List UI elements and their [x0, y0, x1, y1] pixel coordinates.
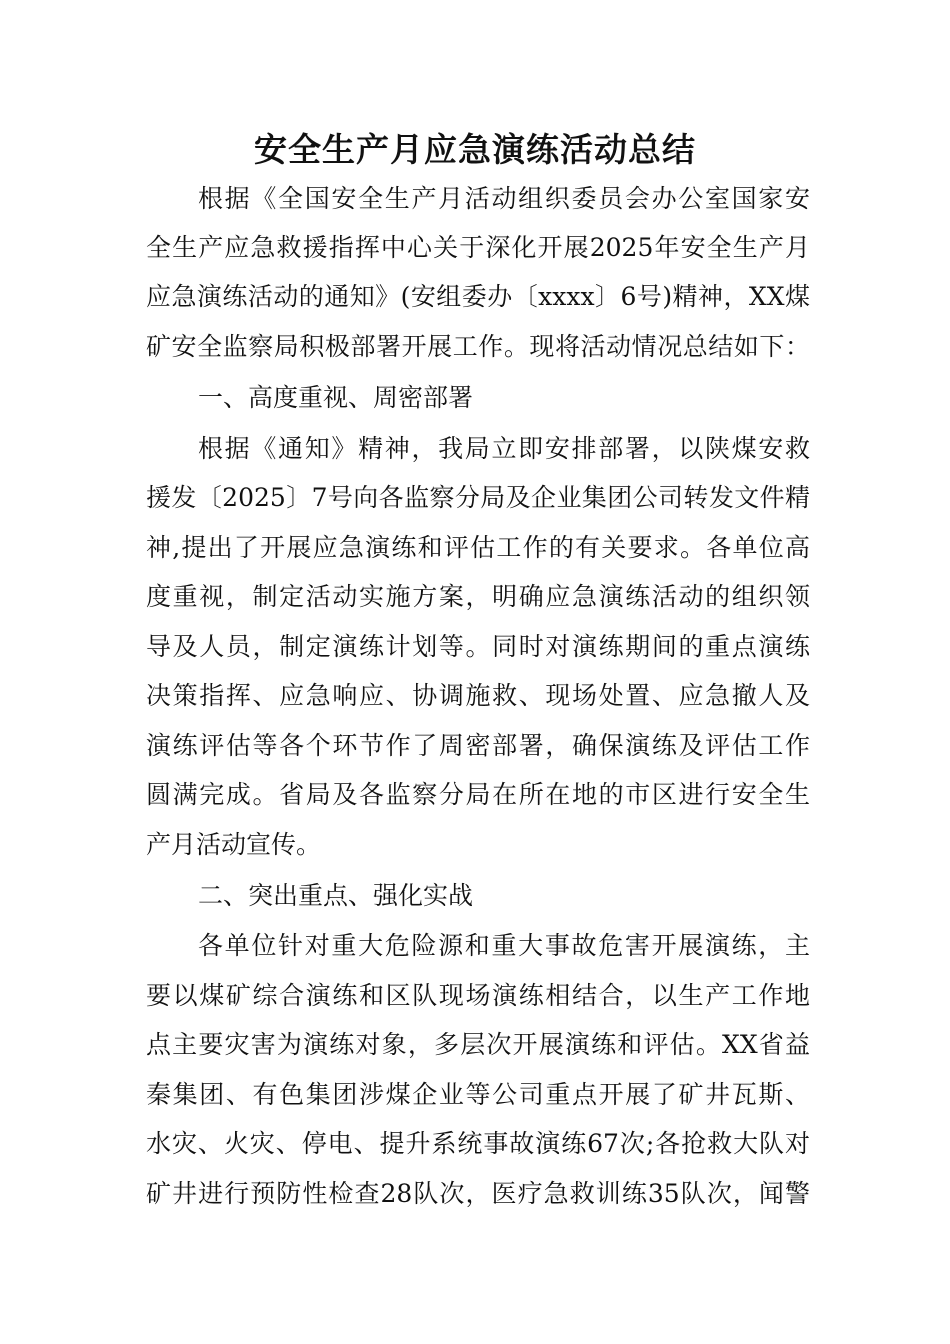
paragraph-line: 水灾、火灾、停电、提升系统事故演练67次;各抢救大队对	[146, 1129, 810, 1158]
paragraph-line: 全生产应急救援指挥中心关于深化开展2025年安全生产月	[146, 233, 810, 262]
paragraph-line: 演练评估等各个环节作了周密部署，确保演练及评估工作	[146, 731, 810, 760]
paragraph-line: 导及人员，制定演练计划等。同时对演练期间的重点演练	[146, 632, 810, 661]
paragraph-line: 度重视，制定活动实施方案，明确应急演练活动的组织领	[146, 582, 810, 611]
paragraph-line: 根据《通知》精神，我局立即安排部署，以陕煤安救	[198, 434, 810, 463]
paragraph-line: 神,提出了开展应急演练和评估工作的有关要求。各单位高	[146, 533, 810, 562]
document-title: 安全生产月应急演练活动总结	[254, 130, 696, 169]
paragraph-line: 决策指挥、应急响应、协调施救、现场处置、应急撤人及	[146, 681, 810, 710]
paragraph-line: 根据《全国安全生产月活动组织委员会办公室国家安	[198, 184, 810, 213]
paragraph-line: 援发〔2025〕7号向各监察分局及企业集团公司转发文件精	[146, 483, 810, 512]
paragraph-line: 秦集团、有色集团涉煤企业等公司重点开展了矿井瓦斯、	[146, 1080, 810, 1109]
section-heading: 一、高度重视、周密部署	[198, 383, 474, 412]
paragraph-line: 各单位针对重大危险源和重大事故危害开展演练，主	[198, 931, 810, 960]
paragraph-line: 矿安全监察局积极部署开展工作。现将活动情况总结如下：	[146, 332, 810, 361]
paragraph-line: 应急演练活动的通知》(安组委办〔xxxx〕6号)精神，XX煤	[146, 282, 810, 311]
section-heading: 二、突出重点、强化实战	[198, 881, 474, 910]
paragraph-line: 产月活动宣传。	[146, 830, 322, 859]
paragraph-line: 要以煤矿综合演练和区队现场演练相结合，以生产工作地	[146, 981, 810, 1010]
paragraph-line: 圆满完成。省局及各监察分局在所在地的市区进行安全生	[146, 780, 810, 809]
paragraph-line: 点主要灾害为演练对象，多层次开展演练和评估。XX省益	[146, 1030, 810, 1059]
paragraph-line: 矿井进行预防性检查28队次，医疗急救训练35队次，闻警	[146, 1179, 810, 1208]
